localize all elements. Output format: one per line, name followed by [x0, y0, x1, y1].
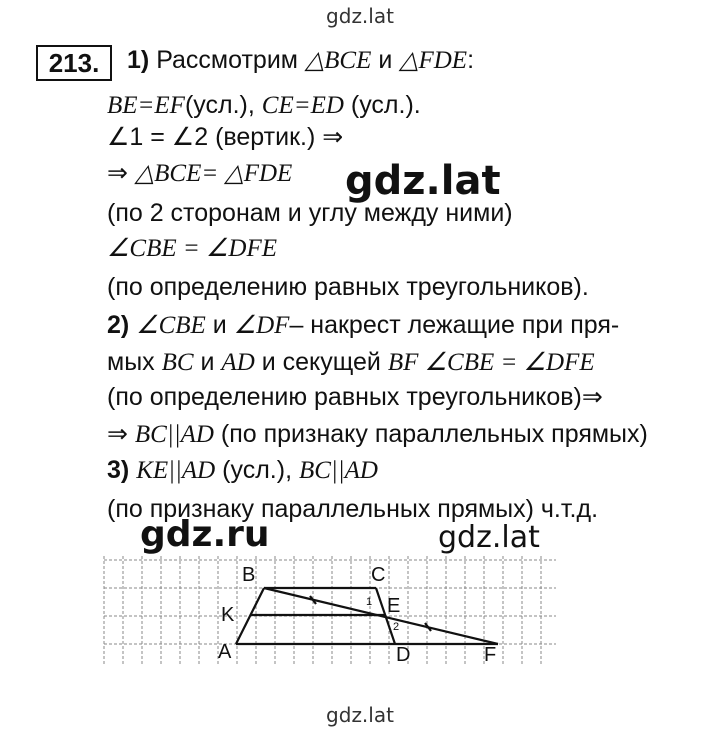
solution-line: [127, 45, 474, 76]
solution-line: [107, 419, 648, 450]
watermark-right: gdz.lat: [438, 520, 540, 555]
solution-text-part: ⇒: [107, 420, 135, 448]
watermark-bottom: gdz.lat: [326, 703, 394, 727]
solution-text-part: BC||AD: [298, 457, 378, 484]
solution-text-part: 2): [107, 311, 137, 339]
solution-text-part: (по признаку параллельных прямых): [213, 420, 648, 448]
solution-line: [107, 310, 619, 341]
solution-text-part: и: [193, 348, 222, 376]
task-number: 213.: [36, 45, 112, 81]
solution-text-part: и: [371, 46, 400, 74]
solution-text-part: BC: [161, 349, 194, 376]
solution-text-part: △FDE: [399, 47, 468, 74]
geometry-figure: [100, 548, 560, 673]
solution-text-part: (по 2 сторонам и углу между ними): [107, 199, 513, 227]
solution-text-part: BC||AD: [134, 421, 214, 448]
watermark-left-ru: gdz.ru: [140, 514, 270, 555]
solution-text-part: 3): [107, 456, 137, 484]
solution-text-part: мых: [107, 348, 162, 376]
solution-text-part: CE=ED: [261, 92, 344, 119]
solution-line: [107, 233, 277, 264]
solution-text-part: (усл.),: [184, 91, 262, 119]
solution-text-part: и: [205, 311, 234, 339]
solution-text-part: BF ∠CBE = ∠DFE: [387, 349, 595, 376]
solution-text-part: Рассмотрим: [156, 46, 305, 74]
point-label-f: F: [484, 644, 497, 666]
solution-text-part: и секущей: [254, 348, 388, 376]
solution-text-part: – накрест лежащие при пря-: [289, 311, 620, 339]
solution-text-part: AD: [221, 349, 255, 376]
solution-text-part: :: [467, 46, 475, 74]
solution-text-part: (усл.),: [215, 456, 299, 484]
point-label-e: E: [387, 595, 401, 617]
solution-text-part: KE||AD: [136, 457, 216, 484]
solution-line: [107, 382, 603, 412]
solution-text-part: 1): [127, 46, 157, 74]
solution-text-part: (усл.).: [343, 91, 421, 119]
solution-text-part: ∠CBE: [136, 312, 206, 339]
solution-line: [107, 158, 292, 189]
watermark-middle: gdz.lat: [345, 158, 501, 204]
solution-line: [107, 347, 595, 378]
solution-line: [107, 90, 421, 121]
point-label-c: C: [371, 564, 386, 586]
point-label-a: A: [218, 641, 232, 663]
solution-text-part: ∠1 = ∠2 (вертик.) ⇒: [107, 123, 344, 151]
solution-text-part: (по определению равных треугольников)⇒: [107, 383, 603, 411]
solution-line: [107, 272, 589, 302]
point-label-b: B: [242, 564, 256, 586]
solution-line: [107, 122, 343, 152]
solution-text-part: △BCE: [304, 47, 372, 74]
solution-text-part: (по определению равных треугольников).: [107, 273, 589, 301]
watermark-top: gdz.lat: [326, 4, 394, 28]
solution-text-part: BE=EF: [107, 92, 185, 119]
point-label-d: D: [396, 644, 411, 666]
solution-text-part: ⇒: [107, 159, 135, 187]
point-label-k: K: [221, 604, 235, 626]
solution-text-part: △BCE= △FDE: [134, 160, 293, 187]
solution-line: [107, 455, 378, 486]
solution-text-part: ∠DF: [233, 312, 290, 339]
solution-text-part: (по признаку параллельных прямых) ч.т.д.: [107, 495, 599, 523]
angle-label-2: 2: [393, 621, 400, 633]
angle-label-1: 1: [366, 596, 373, 608]
solution-text-part: ∠CBE = ∠DFE: [107, 235, 278, 262]
